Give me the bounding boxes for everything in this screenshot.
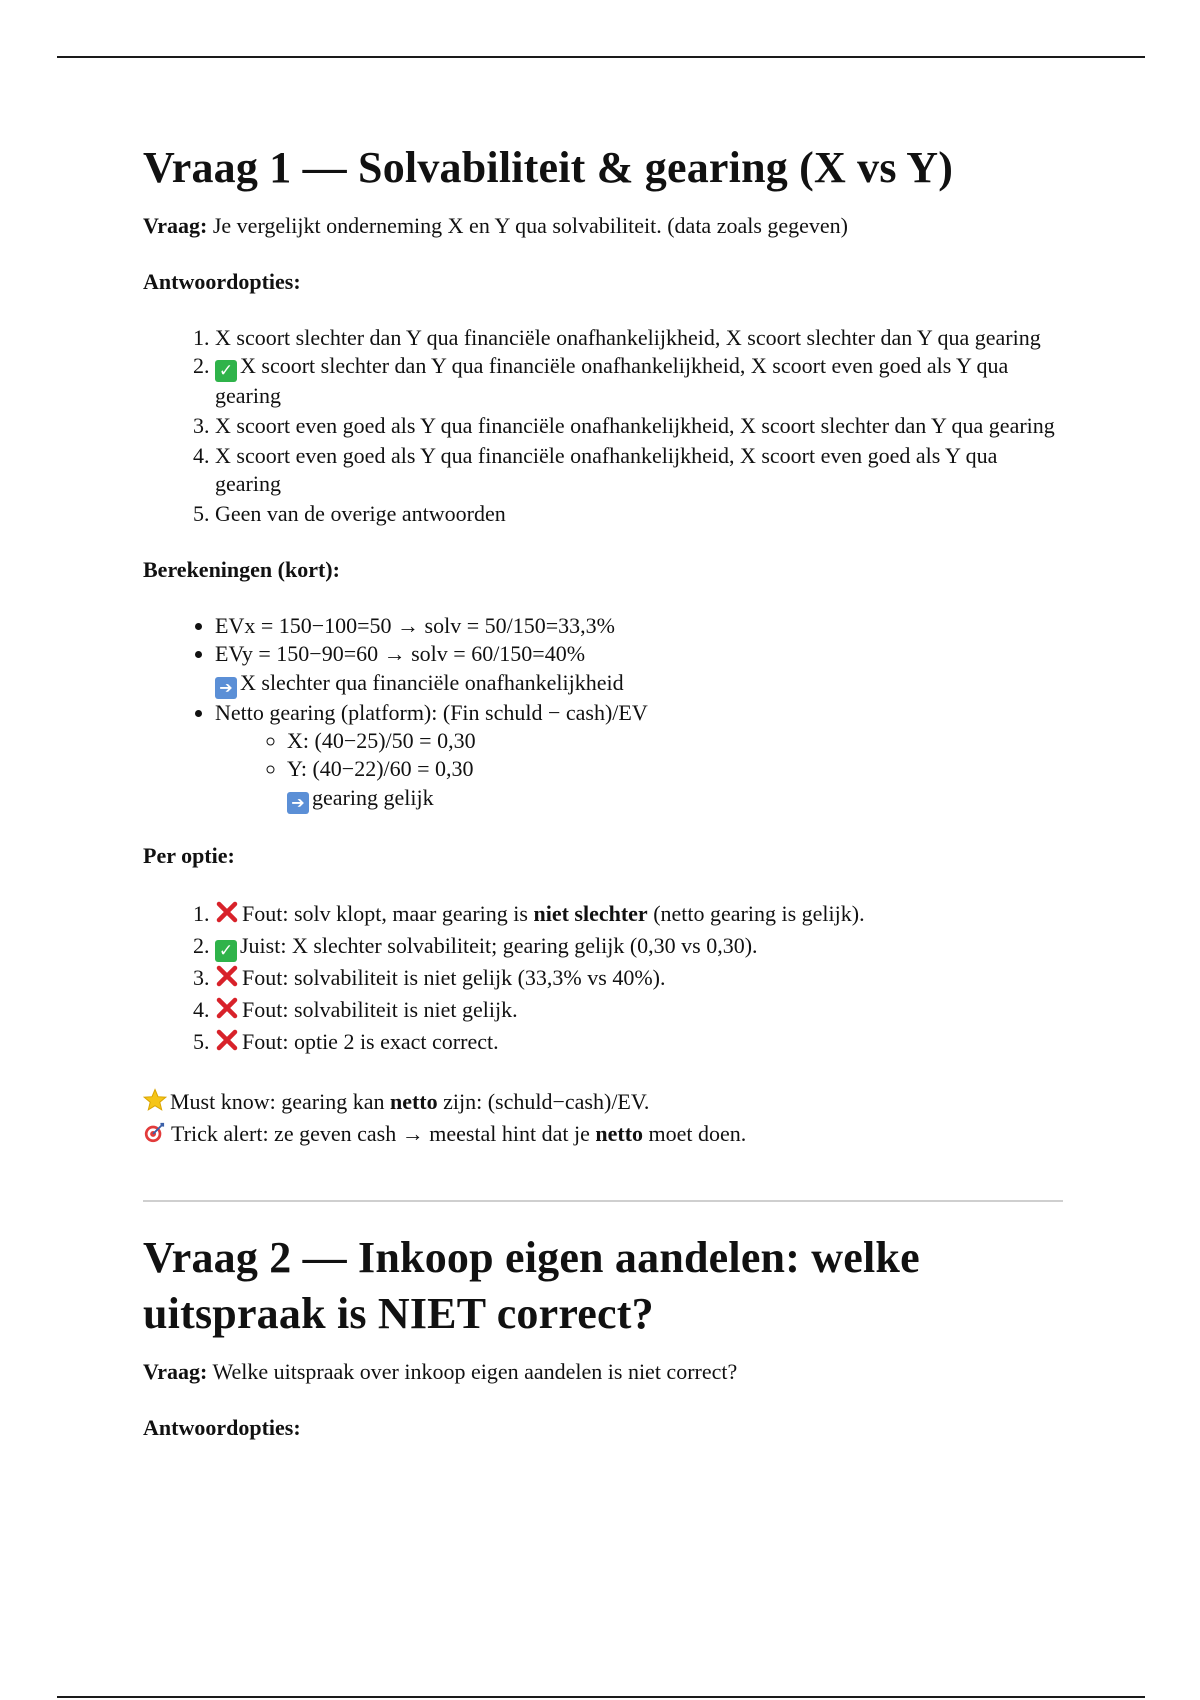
q1-eval-5: 5. Fout: optie 2 is exact correct. — [215, 1026, 1063, 1058]
q1-eval-1: 1. Fout: solv klopt, maar gearing is niet slechter (netto gearing is gelijk). — [215, 898, 1063, 930]
star-icon — [143, 1088, 167, 1112]
cross-mark-icon — [215, 900, 239, 924]
q1-trick-alert: Trick alert: ze geven cash → meestal hint dat je netto moet doen. — [143, 1118, 1063, 1150]
q1-gearing-y: ◦ Y: (40−22)/60 = 0,30 ➔ gearing gelijk — [287, 755, 1063, 814]
q1-eval-4: 4. Fout: solvabiliteit is niet gelijk. — [215, 994, 1063, 1026]
q1-option-1: 1. X scoort slechter dan Y qua financiële onafhankelijkheid, X scoort slechter dan Y qua gearing — [215, 324, 1063, 352]
bottom-rule — [57, 1696, 1145, 1698]
q1-option-2: 2. ✓ X scoort slechter dan Y qua financiële onafhankelijkheid, X scoort even goed als Y qua gearing — [215, 352, 1063, 410]
section-divider — [143, 1200, 1063, 1202]
q2-question-label: Vraag: — [143, 1359, 208, 1384]
top-rule — [57, 56, 1145, 58]
q1-per-option-heading: Per optie: — [143, 843, 235, 868]
q1-eval-2: 2. ✓ Juist: X slechter solvabiliteit; gearing gelijk (0,30 vs 0,30). — [215, 930, 1063, 962]
q1-must-know: Must know: gearing kan netto zijn: (schuld−cash)/EV. — [143, 1086, 1063, 1118]
q1-calc-evy-conclusion: ➔ X slechter qua financiële onafhankelijkheid — [215, 668, 1063, 699]
q1-calc-list — [143, 612, 1063, 814]
q1-question-text: Je vergelijkt onderneming X en Y qua solvabiliteit. (data zoals gegeven) — [207, 213, 849, 238]
q1-question — [143, 212, 1063, 240]
q1-calc-gearing: • Netto gearing (platform): (Fin schuld − cash)/EV ◦ X: (40−25)/50 = 0,30 ◦ Y: (40−22)/60 = 0,30 ➔ gearing gelijk — [215, 699, 1063, 814]
q1-per-option-list — [143, 898, 1063, 1058]
q1-calc-evy: • EVy = 150−90=60 → solv = 60/150=40% ➔ X slechter qua financiële onafhankelijkheid — [215, 640, 1063, 699]
target-icon — [143, 1122, 165, 1144]
check-mark-icon: ✓ — [215, 940, 237, 962]
q1-calc-evx: • EVx = 150−100=50 → solv = 50/150=33,3% — [215, 612, 1063, 640]
cross-mark-icon — [215, 964, 239, 988]
q2-heading: Vraag 2 — Inkoop eigen aandelen: welke uitspraak is NIET correct? — [143, 1233, 920, 1338]
right-arrow-icon: ➔ — [215, 677, 237, 699]
q1-option-4: 4. X scoort even goed als Y qua financiële onafhankelijkheid, X scoort even goed als Y qua gearing — [215, 442, 1063, 498]
q1-heading: Vraag 1 — Solvabiliteit & gearing (X vs Y) — [143, 143, 954, 192]
q1-calc-heading: Berekeningen (kort): — [143, 557, 340, 582]
cross-mark-icon — [215, 1028, 239, 1052]
q1-question-label: Vraag: — [143, 213, 208, 238]
q1-eval-3: 3. Fout: solvabiliteit is niet gelijk (33,3% vs 40%). — [215, 962, 1063, 994]
q1-option-3: 3. X scoort even goed als Y qua financiële onafhankelijkheid, X scoort slechter dan Y qua gearing — [215, 412, 1063, 440]
q2-options-heading: Antwoordopties: — [143, 1415, 301, 1440]
q1-option-5: 5. Geen van de overige antwoorden — [215, 500, 1063, 528]
q1-options-heading: Antwoordopties: — [143, 269, 301, 294]
q2-question — [143, 1358, 1063, 1386]
document-body — [143, 140, 1063, 1470]
right-arrow-icon: ➔ — [287, 792, 309, 814]
q1-gearing-conclusion: ➔ gearing gelijk — [287, 783, 1063, 814]
cross-mark-icon — [215, 996, 239, 1020]
q2-question-text: Welke uitspraak over inkoop eigen aandelen is niet correct? — [207, 1359, 738, 1384]
check-mark-icon: ✓ — [215, 360, 237, 382]
q1-options-list — [143, 324, 1063, 528]
q1-gearing-x: ◦ X: (40−25)/50 = 0,30 — [287, 727, 1063, 755]
q1-gearing-sublist — [215, 727, 1063, 814]
